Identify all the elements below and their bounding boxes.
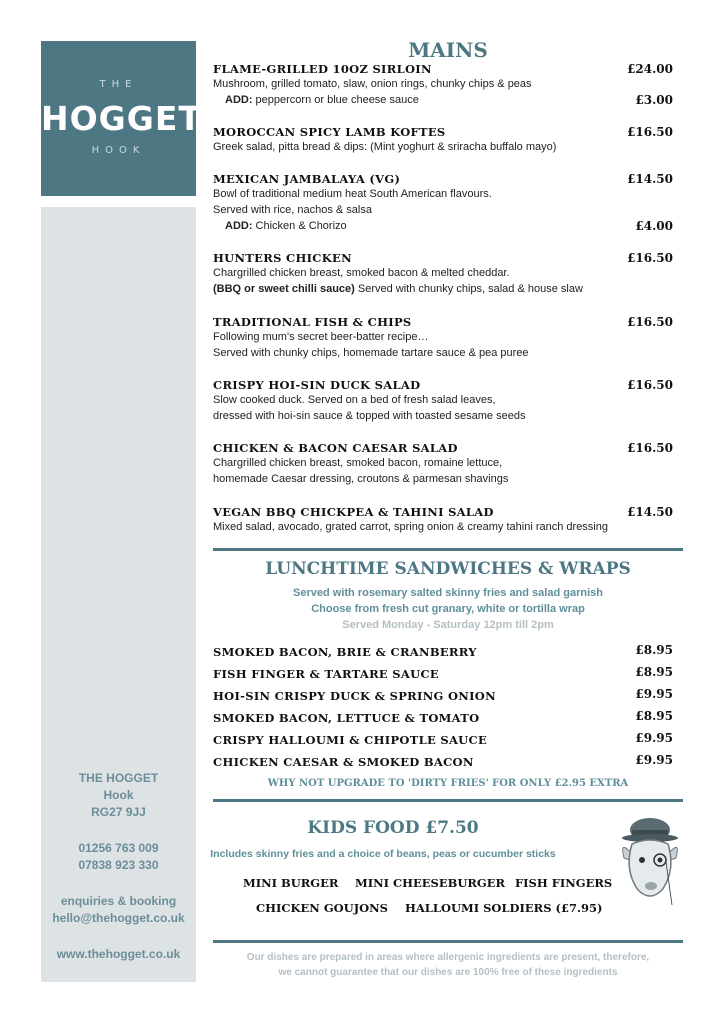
menu-item: [213, 315, 673, 361]
sandwich-item: [213, 731, 673, 751]
kids-item: MINI CHEESEBURGER: [355, 876, 506, 890]
item-price: £16.50: [627, 251, 673, 265]
phone-number[interactable]: 07838 923 330: [78, 858, 159, 872]
item-name: MEXICAN JAMBALAYA (VG): [213, 172, 401, 186]
item-price: £24.00: [627, 62, 673, 76]
address-line: Hook: [103, 788, 134, 802]
item-desc: Mixed salad, avocado, grated carrot, spring onion & creamy tahini ranch dressing: [213, 521, 608, 533]
item-desc: Mushroom, grilled tomato, slaw, onion rings, chunky chips & peas: [213, 78, 532, 90]
item-price: £14.50: [627, 505, 673, 519]
item-name: FISH FINGER & TARTARE SAUCE: [213, 667, 439, 681]
menu-item: [213, 172, 673, 234]
phone-number[interactable]: 01256 763 009: [78, 841, 159, 855]
item-price: £9.95: [635, 753, 673, 767]
addon-text: Chicken & Chorizo: [252, 220, 347, 232]
item-name: CRISPY HALLOUMI & CHIPOTLE SAUCE: [213, 733, 488, 747]
sandwiches-subtitle: Served with rosemary salted skinny fries and salad garnish: [293, 587, 603, 599]
sandwiches-title: LUNCHTIME SANDWICHES & WRAPS: [265, 559, 631, 579]
logo[interactable]: [41, 41, 202, 196]
email-link[interactable]: hello@thehogget.co.uk: [52, 911, 185, 925]
addon-price: £4.00: [635, 219, 673, 233]
item-desc: [213, 281, 673, 297]
item-name: SMOKED BACON, BRIE & CRANBERRY: [213, 645, 477, 659]
item-desc-bold: (BBQ or sweet chilli sauce): [213, 283, 355, 295]
addon-text: peppercorn or blue cheese sauce: [252, 94, 419, 106]
contact-panel: [41, 207, 196, 982]
kids-item: HALLOUMI SOLDIERS (£7.95): [405, 901, 603, 915]
item-price: £9.95: [635, 687, 673, 701]
item-price: £8.95: [635, 709, 673, 723]
section-divider: [213, 799, 683, 802]
sandwich-item: [213, 687, 673, 707]
kids-subtitle: Includes skinny fries and a choice of beans, peas or cucumber sticks: [210, 848, 556, 860]
addon-price: £3.00: [635, 93, 673, 107]
item-name: MOROCCAN SPICY LAMB KOFTES: [213, 125, 446, 139]
sandwiches-subtitle: Choose from fresh cut granary, white or tortilla wrap: [311, 603, 585, 615]
website-link[interactable]: www.thehogget.co.uk: [56, 947, 181, 961]
kids-item: FISH FINGERS: [515, 876, 613, 890]
menu-item: [213, 251, 673, 297]
item-desc: Chargrilled chicken breast, smoked bacon, romaine lettuce,: [213, 457, 503, 469]
upgrade-note: WHY NOT UPGRADE TO 'DIRTY FRIES' FOR ONLY £2.95 EXTRA: [267, 778, 629, 789]
kids-item: MINI BURGER: [243, 876, 339, 890]
item-price: £14.50: [627, 172, 673, 186]
item-price: £16.50: [627, 441, 673, 455]
item-desc: dressed with hoi-sin sauce & topped with toasted sesame seeds: [213, 410, 526, 422]
menu-item: [213, 378, 673, 424]
item-name: HUNTERS CHICKEN: [213, 251, 352, 265]
kids-title: KIDS FOOD £7.50: [307, 818, 479, 838]
item-desc: Bowl of traditional medium heat South American flavours.: [213, 188, 492, 200]
item-desc: Served with rice, nachos & salsa: [213, 204, 372, 216]
item-price: £8.95: [635, 665, 673, 679]
logo-the: THE: [99, 79, 138, 90]
item-price: £16.50: [627, 315, 673, 329]
item-name: SMOKED BACON, LETTUCE & TOMATO: [213, 711, 480, 725]
addon-label: ADD:: [225, 220, 253, 232]
allergen-note: Our dishes are prepared in areas where allergenic ingredients are present, therefore,: [246, 952, 650, 963]
mains-title: MAINS: [408, 38, 488, 62]
item-name: CHICKEN & BACON CAESAR SALAD: [213, 441, 458, 455]
allergen-note: we cannot guarantee that our dishes are 100% free of these ingredients: [278, 967, 618, 978]
address-line: THE HOGGET: [78, 771, 159, 785]
item-name: CRISPY HOI-SIN DUCK SALAD: [213, 378, 421, 392]
sandwich-item: [213, 709, 673, 729]
item-price: £16.50: [627, 378, 673, 392]
item-desc: Following mum's secret beer-batter recipe…: [213, 331, 429, 343]
item-name: HOI-SIN CRISPY DUCK & SPRING ONION: [213, 689, 496, 703]
item-addon: [213, 92, 673, 108]
logo-hook: HOOK: [91, 145, 146, 156]
item-name: VEGAN BBQ CHICKPEA & TAHINI SALAD: [213, 505, 494, 519]
item-price: £8.95: [635, 643, 673, 657]
item-desc: Greek salad, pitta bread & dips: (Mint yoghurt & sriracha buffalo mayo): [213, 141, 557, 153]
sheep-illustration-icon: [610, 810, 690, 920]
item-desc-rest: Served with chunky chips, salad & house slaw: [354, 283, 583, 295]
item-addon: [213, 218, 673, 234]
item-price: £9.95: [635, 731, 673, 745]
section-divider: [213, 940, 683, 943]
menu-item: [213, 62, 673, 108]
item-desc: Chargrilled chicken breast, smoked bacon & melted cheddar.: [213, 267, 510, 279]
item-desc: Slow cooked duck. Served on a bed of fresh salad leaves,: [213, 394, 496, 406]
item-name: TRADITIONAL FISH & CHIPS: [213, 315, 412, 329]
menu-item: [213, 505, 673, 535]
kids-item: CHICKEN GOUJONS: [256, 901, 388, 915]
item-name: FLAME-GRILLED 10OZ SIRLOIN: [213, 62, 432, 76]
section-divider: [213, 548, 683, 551]
sandwich-item: [213, 643, 673, 663]
logo-name: HOGGET: [41, 99, 202, 138]
item-price: £16.50: [627, 125, 673, 139]
sandwiches-hours: Served Monday - Saturday 12pm till 2pm: [342, 619, 554, 631]
sandwich-item: [213, 665, 673, 685]
address-line: RG27 9JJ: [91, 805, 146, 819]
sandwich-item: [213, 753, 673, 773]
item-desc: homemade Caesar dressing, croutons & parmesan shavings: [213, 473, 509, 485]
addon-label: ADD:: [225, 94, 253, 106]
item-desc: Served with chunky chips, homemade tartare sauce & pea puree: [213, 347, 529, 359]
menu-item: [213, 441, 673, 487]
menu-item: [213, 125, 673, 155]
enquiries-label: enquiries & booking: [60, 894, 177, 908]
item-name: CHICKEN CAESAR & SMOKED BACON: [213, 755, 474, 769]
